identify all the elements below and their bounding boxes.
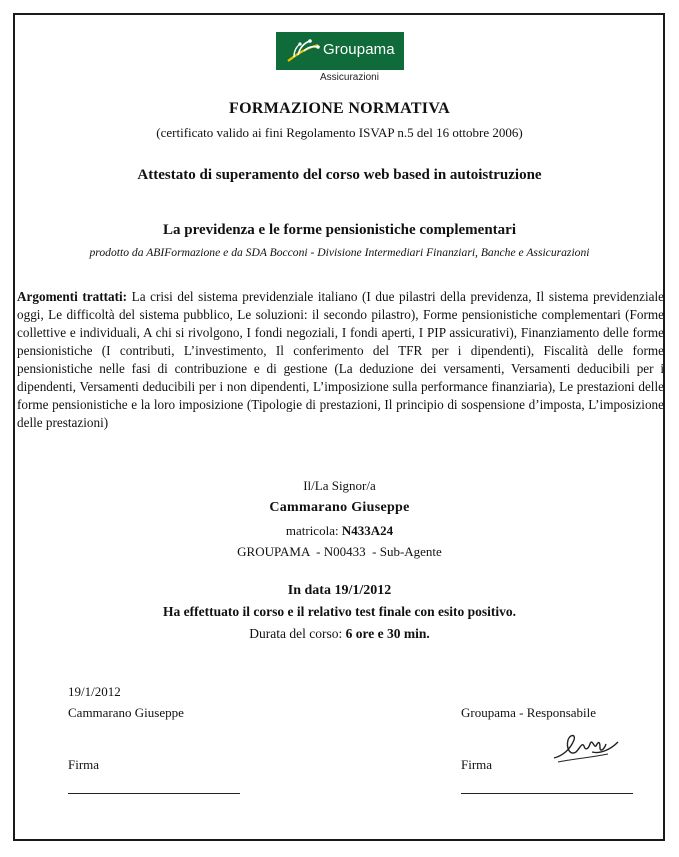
signature-right-name: Groupama - Responsabile [461,705,597,720]
recipient-salutation: Il/La Signor/a [303,478,376,493]
topics-label: Argomenti trattati: [17,289,128,304]
recipient-agency [0,544,679,560]
signature-line-right [461,793,633,794]
groupama-logo [276,32,404,70]
attestation-heading: Attestato di superamento del corso web based in autoistruzione [137,167,542,183]
duration-label: Durata del corso: [249,626,346,641]
topics-paragraph [17,288,664,432]
signature-line-left [68,793,240,794]
document-title: FORMAZIONE NORMATIVA [229,100,450,117]
completion-date: In data 19/1/2012 [287,583,392,598]
topics-text: La crisi del sistema previdenziale italiano (I due pilastri della previdenza, Il sistema previdenziale oggi, Le difficoltà del sistema pubblico, Le soluzioni: il secondo pilastro), Forme pensionistiche complementari (Forme collettive e individuali, A chi si rivolgono, I fondi negoziali, I fondi aperti, I PIP assicurativi), Finanziamento delle forme pensionistiche (I contributi, L’investimento, Il conferimento del TFR per i dipendenti), Fiscalità delle forme pensionistiche nelle fasi di contribuzione e di gestione (La deduzione dei versamenti, Versamenti deducibili per i dipendenti, Versamenti deducibili per i non dipendenti, L’imposizione sulla performance finanziaria), Le prestazioni delle forme pensionistiche e la loro imposizione (Tipologie di prestazioni, Il principio di sospensione d’imposta, L’imposizione delle prestazioni) [17,289,664,430]
course-title: La previdenza e le forme pensionistiche complementari [163,222,516,238]
agency-text: GROUPAMA - N00433 - Sub-Agente [237,544,442,559]
signature-left-name: Cammarano Giuseppe [68,705,184,720]
handwritten-signature [548,728,620,766]
recipient-matricola [0,523,679,539]
matricola-label: matricola: [285,523,342,538]
firma-right-label: Firma [461,757,493,772]
course-producer: prodotto da ABIFormazione e da SDA Bocconi - Divisione Intermediari Finanziari, Banche e Assicurazioni [89,246,590,259]
signature-date: 19/1/2012 [68,684,121,699]
recipient-name: Cammarano Giuseppe [269,500,410,515]
logo-subtitle: Assicurazioni [320,72,379,83]
logo-brand: Groupama [323,41,395,58]
matricola-value: N433A24 [341,523,394,538]
completion-outcome: Ha effettuato il corso e il relativo test finale con esito positivo. [163,604,516,619]
document-subtitle: (certificato valido ai fini Regolamento ISVAP n.5 del 16 ottobre 2006) [156,125,523,140]
course-duration [0,626,679,642]
firma-left-label: Firma [68,757,100,772]
wheat-icon [284,37,322,65]
duration-value: 6 ore e 30 min. [345,626,430,641]
